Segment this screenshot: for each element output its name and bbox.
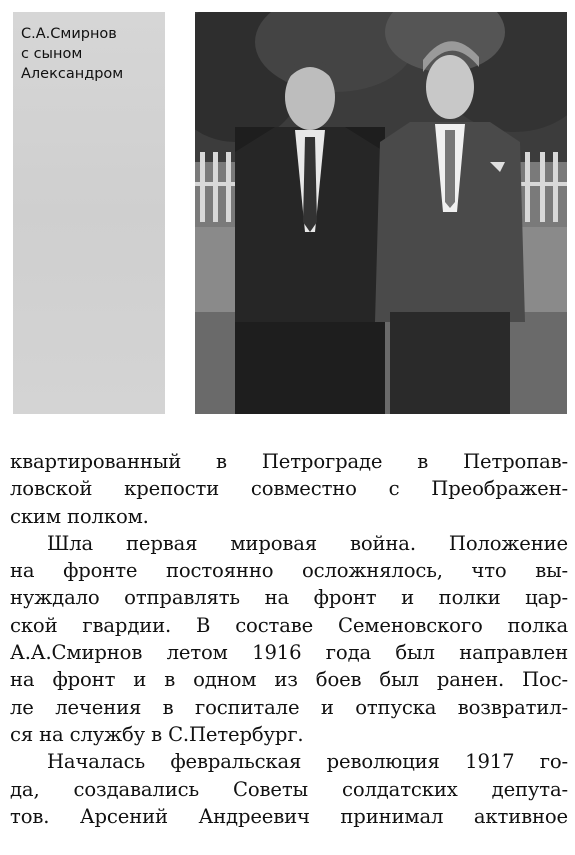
text-line-3: ским полком. (10, 504, 149, 528)
text-line-6: нуждало отправлять на фронт и полки цар- (10, 586, 568, 610)
text-line-10: ле лечения в госпитале и отпуска возвратил- (10, 695, 568, 719)
text-line-13: да, создавались Советы солдатских депута- (10, 777, 568, 801)
text-line-8: А.А.Смирнов летом 1916 года был направлен (10, 641, 568, 665)
photo-caption (21, 24, 161, 84)
photo-illustration (195, 12, 567, 414)
text-line-5: на фронте постоянно осложнялось, что вы- (10, 559, 568, 583)
text-line-2: ловской крепости совместно с Преображен- (10, 477, 568, 501)
text-line-14: тов. Арсений Андреевич принимал активное (10, 804, 568, 828)
body-text (10, 448, 568, 830)
caption-line-2: с сыном (21, 46, 83, 62)
text-line-4: Шла первая мировая война. Положение (47, 531, 568, 555)
text-line-1: квартированный в Петрограде в Петропав- (10, 450, 568, 473)
text-line-7: ской гвардии. В составе Семеновского полка (10, 613, 568, 637)
caption-line-1: С.А.Смирнов (21, 26, 117, 42)
text-line-12: Началась февральская революция 1917 го- (47, 750, 568, 774)
text-line-11: ся на службу в С.Петербург. (10, 722, 304, 746)
text-line-9: на фронт и в одном из боев был ранен. Пос- (10, 668, 568, 692)
portrait-photo (195, 12, 567, 414)
caption-panel (13, 12, 165, 414)
caption-line-3: Александром (21, 66, 124, 82)
